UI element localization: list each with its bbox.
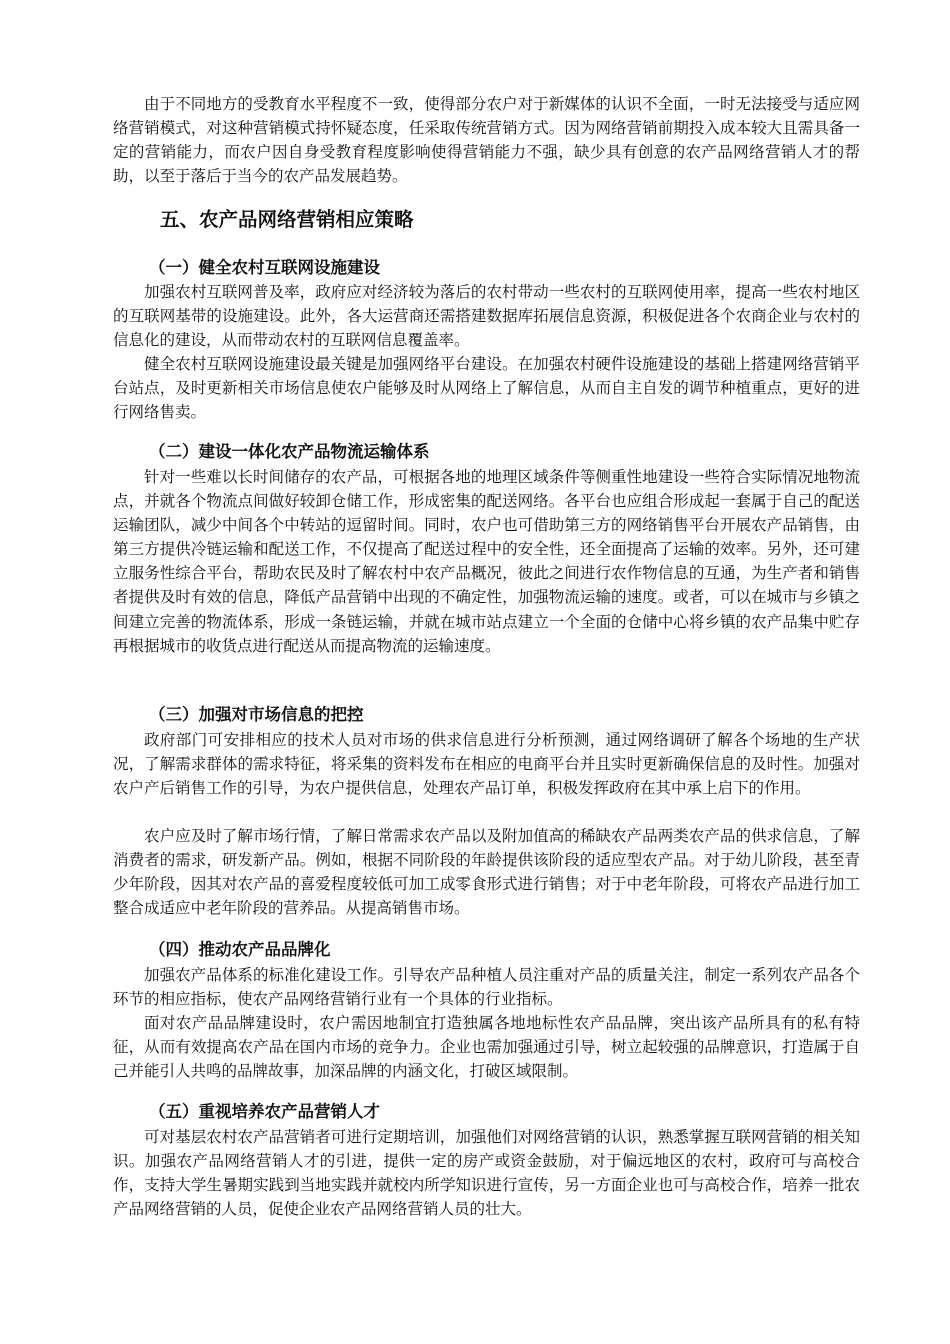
subsection-3-paragraph-1: 政府部门可安排相应的技术人员对市场的供求信息进行分析预测，通过网络调研了解各个场地的生产状况，了解需求群体的需求特征，将采集的资料发布在相应的电商平台并且实时更新确保信息的及时性。加强对农户产后销售工作的引导，为农户提供信息，处理农产品订单，积极发挥政府在其中承上启下的作用。 xyxy=(113,731,860,798)
subsection-3-heading: （三）加强对市场信息的把控 xyxy=(149,705,364,724)
subsection-4-paragraph-2: 面对农产品品牌建设时，农户需因地制宜打造独属各地地标性农产品品牌，突出该产品所具有的私有特征，从而有效提高农产品在国内市场的竞争力。企业也需加强通过引导，树立起较强的品牌意识，打造属于自己并能引人共鸣的品牌故事，加深品牌的内涵文化，打破区域限制。 xyxy=(113,1014,860,1081)
subsection-2-heading: （二）建设一体化农产品物流运输体系 xyxy=(149,442,430,461)
subsection-1-heading: （一）健全农村互联网设施建设 xyxy=(149,258,380,277)
subsection-1-paragraph-1: 加强农村互联网普及率，政府应对经济较为落后的农村带动一些农村的互联网使用率，提高一些农村地区的互联网基带的设施建设。此外，各大运营商还需搭建数据库拓展信息资源，积极促进各个农商企业与农村的信息化的建设，从而带动农村的互联网信息覆盖率。 xyxy=(113,283,860,350)
subsection-5-heading: （五）重视培养农产品营销人才 xyxy=(149,1102,380,1121)
subsection-5-paragraph-1: 可对基层农村农产品营销者可进行定期培训，加强他们对网络营销的认识，熟悉掌握互联网营销的相关知识。加强农产品网络营销人才的引进，提供一定的房产或资金鼓励，对于偏远地区的农村，政府可与高校合作，支持大学生暑期实践到当地实践并就校内所学知识进行宣传，另一方面企业也可与高校合作，培养一批农产品网络营销的人员，促使企业农产品网络营销人员的壮大。 xyxy=(113,1128,860,1219)
subsection-4-heading: （四）推动农产品品牌化 xyxy=(149,940,331,959)
intro-paragraph: 由于不同地方的受教育水平程度不一致，使得部分农户对于新媒体的认识不全面，一时无法接受与适应网络营销模式，对这种营销模式持怀疑态度，任采取传统营销方式。因为网络营销前期投入成本较大且需具备一定的营销能力，而农户因自身受教育程度影响使得营销能力不强，缺少具有创意的农产品网络营销人才的帮助，以至于落后于当今的农产品发展趋势。 xyxy=(113,95,860,186)
section-title: 五、农产品网络营销相应策略 xyxy=(160,208,414,231)
subsection-3-paragraph-2: 农户应及时了解市场行情，了解日常需求农产品以及附加值高的稀缺农产品两类农产品的供求信息，了解消费者的需求，研发新产品。例如，根据不同阶段的年龄提供该阶段的适应型农产品。对于幼儿阶段，甚至青少年阶段，因其对农产品的喜爱程度较低可加工成零食形式进行销售；对于中老年阶段，可将农产品进行加工整合成适应中老年阶段的营养品。从提高销售市场。 xyxy=(113,827,860,918)
subsection-1-paragraph-2: 健全农村互联网设施建设最关键是加强网络平台建设。在加强农村硬件设施建设的基础上搭建网络营销平台站点，及时更新相关市场信息使农户能够及时从网络上了解信息，从而自主自发的调节种植重点，更好的进行网络售卖。 xyxy=(113,355,860,422)
subsection-4-paragraph-1: 加强农产品体系的标准化建设工作。引导农产品种植人员注重对产品的质量关注，制定一系列农产品各个环节的相应指标，使农产品网络营销行业有一个具体的行业指标。 xyxy=(113,966,860,1009)
subsection-2-paragraph-1: 针对一些难以长时间储存的农产品，可根据各地的地理区域条件等侧重性地建设一些符合实际情况地物流点，并就各个物流点间做好较卸仓储工作，形成密集的配送网络。各平台也应组合形成起一套属于自己的配送运输团队，减少中间各个中转站的逗留时间。同时，农户也可借助第三方的网络销售平台开展农产品销售，由第三方提供冷链运输和配送工作，不仅提高了配送过程中的安全性，还全面提高了运输的效率。另外，还可建立服务性综合平台，帮助农民及时了解农村中农产品概况，彼此之间进行农作物信息的互通，为生产者和销售者提供及时有效的信息，降低产品营销中出现的不确定性，加强物流运输的速度。或者，可以在城市与乡镇之间建立完善的物流体系，形成一条链运输，并就在城市站点建立一个全面的仓储中心将乡镇的农产品集中贮存再根据城市的收货点进行配送从而提高物流的运输速度。 xyxy=(113,468,860,655)
